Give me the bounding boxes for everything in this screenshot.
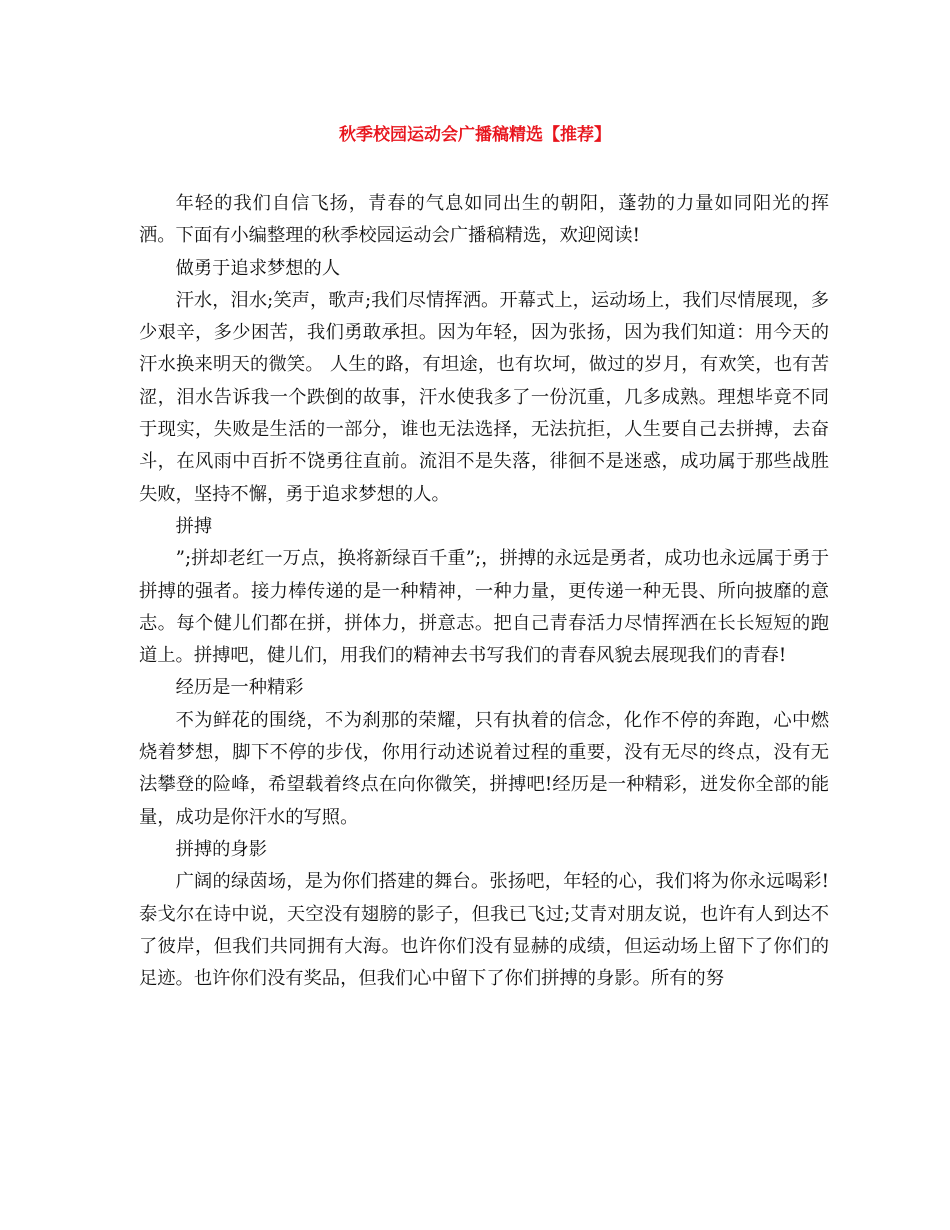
section-heading: 拼搏 bbox=[175, 515, 213, 537]
body-paragraph: 广阔的绿茵场，是为你们搭建的舞台。张扬吧，年轻的心，我们将为你永远喝彩!泰戈尔在诗中说，天空没有翅膀的影子，但我已飞过;艾青对朋友说，也许有人到达不了彼岸，但我们共同拥有大海。也许你们没有显赫的成绩，但运动场上留下了你们的足迹。也许你们没有奖品，但我们心中留下了你们拼搏的身影。所有的努 bbox=[139, 871, 829, 990]
body-paragraph: 不为鲜花的围绕，不为刹那的荣耀，只有执着的信念，化作不停的奔跑，心中燃烧着梦想，脚下不停的步伐，你用行动述说着过程的重要，没有无尽的终点，没有无法攀登的险峰，希望载着终点在向你微笑，拼搏吧!经历是一种精彩，迸发你全部的能量，成功是你汗水的写照。 bbox=[139, 709, 829, 828]
document-body bbox=[139, 188, 829, 995]
section-heading: 拼搏的身影 bbox=[175, 838, 267, 860]
intro-paragraph: 年轻的我们自信飞扬，青春的气息如同出生的朝阳，蓬勃的力量如同阳光的挥洒。下面有小编整理的秋季校园运动会广播稿精选，欢迎阅读! bbox=[139, 193, 829, 247]
section-heading: 经历是一种精彩 bbox=[175, 677, 304, 699]
document-title: 秋季校园运动会广播稿精选【推荐】 bbox=[339, 125, 611, 145]
body-paragraph: 汗水，泪水;笑声，歌声;我们尽情挥洒。开幕式上，运动场上，我们尽情展现，多少艰辛，多少困苦，我们勇敢承担。因为年轻，因为张扬，因为我们知道：用今天的汗水换来明天的微笑。 人生的路，有坦途，也有坎坷，做过的岁月，有欢笑，也有苦涩，泪水告诉我一个跌倒的故事，汗水使我多了一份沉重，几多成熟。理想毕竟不同于现实，失败是生活的一部分，谁也无法选择，无法抗拒，人生要自己去拼搏，去奋斗，在风雨中百折不饶勇往直前。流泪不是失落，徘徊不是迷惑，成功属于那些战胜失败，坚持不懈，勇于追求梦想的人。 bbox=[139, 289, 829, 505]
body-paragraph: ”;拼却老红一万点，换将新绿百千重”;，拼搏的永远是勇者，成功也永远属于勇于拼搏的强者。接力棒传递的是一种精神，一种力量，更传递一种无畏、所向披靡的意志。每个健儿们都在拼，拼体力，拼意志。把自己青春活力尽情挥洒在长长短短的跑道上。拼搏吧，健儿们，用我们的精神去书写我们的青春风貌去展现我们的青春! bbox=[139, 548, 829, 667]
section-heading: 做勇于追求梦想的人 bbox=[175, 257, 341, 279]
